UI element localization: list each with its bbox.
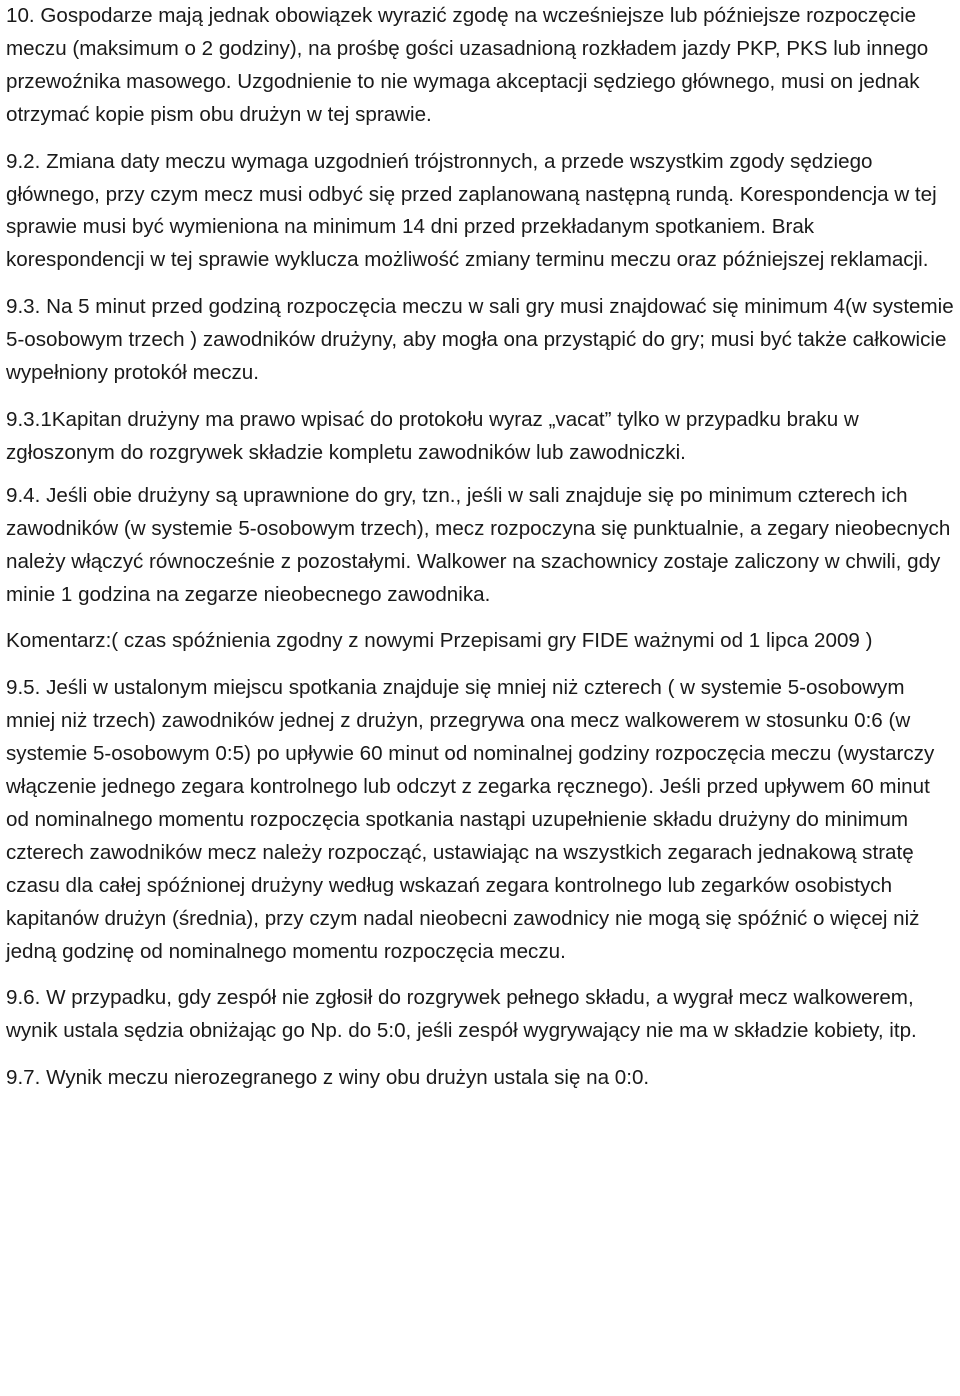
paragraph-komentarz: Komentarz:( czas spóźnienia zgodny z nowymi Przepisami gry FIDE ważnymi od 1 lipca 2009 ) [6,629,873,653]
paragraph-9-4: 9.4. Jeśli obie drużyny są uprawnione do gry, tzn., jeśli w sali znajduje się po minimum czterech ich zawodników (w systemie 5-osobowym trzech), mecz rozpoczyna się punktualnie, a zegary nieobecnych należy włączyć równocześnie z pozostałymi. Walkower na szachownicy zostaje zaliczony w chwili, gdy minie 1 godzina na zegarze nieobecnego zawodnika. [6,483,951,606]
paragraph-9-2: 9.2. Zmiana daty meczu wymaga uzgodnień trójstronnych, a przede wszystkim zgody sędziego głównego, przy czym mecz musi odbyć się przed zaplanowaną następną rundą. Korespondencja w tej sprawie musi być wymieniona na minimum 14 dni przed przekładanym spotkaniem. Brak korespondencji w tej sprawie wyklucza możliwość zmiany terminu meczu oraz późniejszej reklamacji. [6,149,937,272]
paragraph-9-3: 9.3. Na 5 minut przed godziną rozpoczęcia meczu w sali gry musi znajdować się minimum 4(w systemie 5-osobowym trzech ) zawodników drużyny, aby mogła ona przystąpić do gry; musi być także całkowicie wypełniony protokół meczu. [6,295,954,385]
paragraph-9-6: 9.6. W przypadku, gdy zespół nie zgłosił do rozgrywek pełnego składu, a wygrał mecz walkowerem, wynik ustala sędzia obniżając go Np. do 5:0, jeśli zespół wygrywający nie ma w składzie kobiety, itp. [6,986,917,1043]
paragraph-9-3-1: 9.3.1Kapitan drużyny ma prawo wpisać do protokołu wyraz „vacat” tylko w przypadku braku w zgłoszonym do rozgrywek składzie kompletu zawodników lub zawodniczki. [6,407,859,464]
paragraph-9-7: 9.7. Wynik meczu nierozegranego z winy obu drużyn ustala się na 0:0. [6,1066,650,1090]
paragraph-9-5: 9.5. Jeśli w ustalonym miejscu spotkania znajduje się mniej niż czterech ( w systemie 5-osobowym mniej niż trzech) zawodników jednej z drużyn, przegrywa ona mecz walkowerem w stosunku 0:6 (w systemie 5-osobowym 0:5) po upływie 60 minut od nominalnej godziny rozpoczęcia meczu (wystarczy włączenie jednego zegara kontrolnego lub odczyt z zegarka ręcznego). Jeśli przed upływem 60 minut od nominalnego momentu rozpoczęcia spotkania nastąpi uzupełnienie składu drużyny do minimum czterech zawodników mecz należy rozpocząć, ustawiając na wszystkich zegarach jednakową stratę czasu dla całej spóźnionej drużyny według wskazań zegara kontrolnego lub zegarków osobistych kapitanów drużyn (średnia), przy czym nadal nieobecni zawodnicy nie mogą się spóźnić o więcej niż jedną godzinę od nominalnego momentu rozpoczęcia meczu. [6,676,935,963]
document-page [6,0,956,1109]
paragraph-9-1-continuation: 10. Gospodarze mają jednak obowiązek wyrazić zgodę na wcześniejsze lub późniejsze rozpoczęcie meczu (maksimum o 2 godziny), na prośbę gości uzasadnioną rozkładem jazdy PKP, PKS lub innego przewoźnika masowego. Uzgodnienie to nie wymaga akceptacji sędziego głównego, musi on jednak otrzymać kopie pism obu drużyn w tej sprawie. [6,4,929,126]
